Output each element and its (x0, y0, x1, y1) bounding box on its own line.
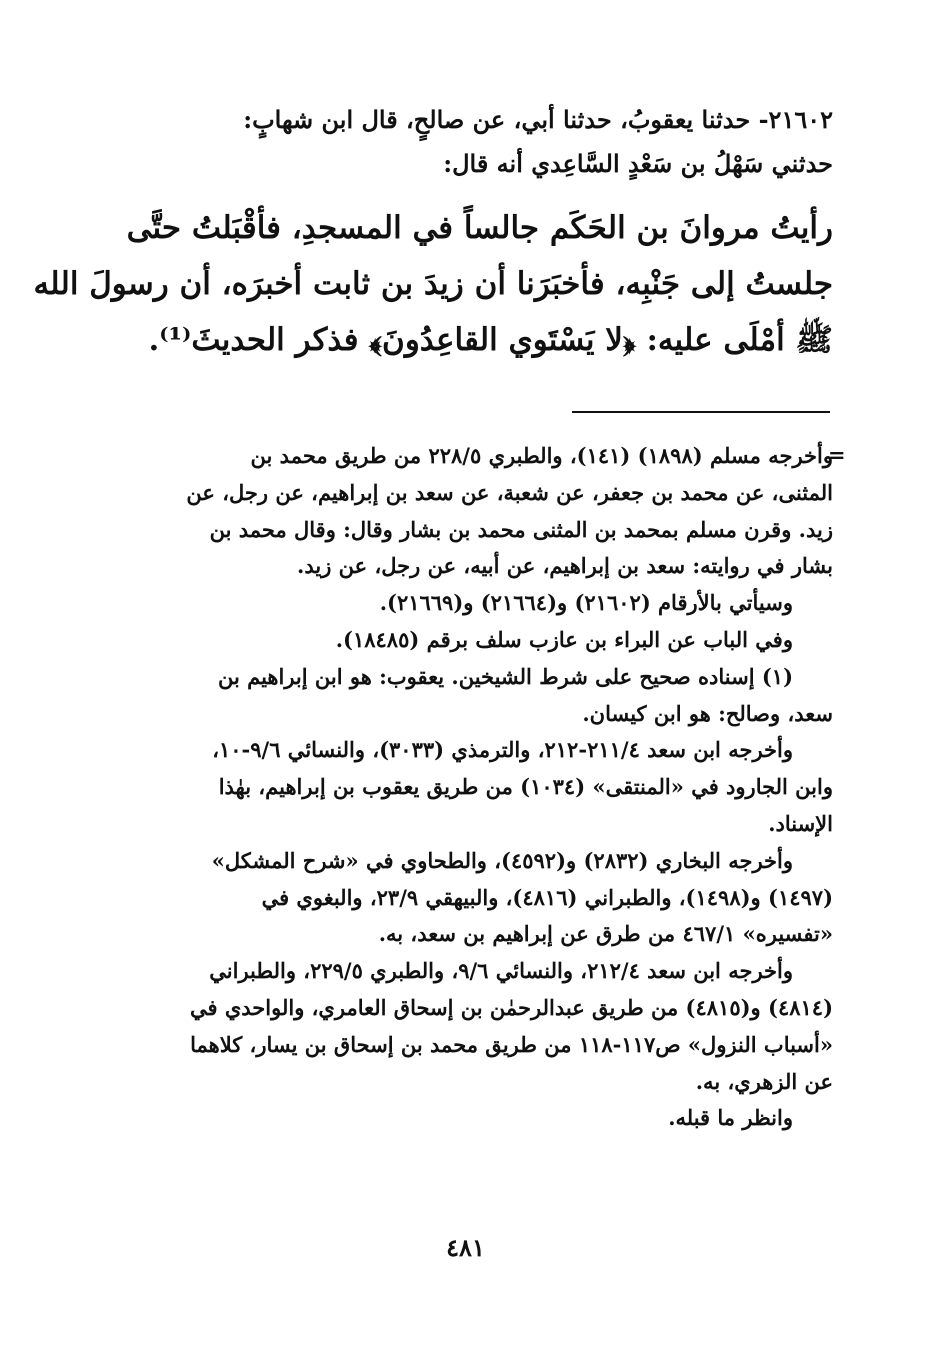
footnote-line: المثنى، عن محمد بن جعفر، عن شعبة، عن سعد بن إبراهيم، عن رجل، عن (186, 479, 833, 505)
footnote-line: «أسباب النزول» ص١١٧-١١٨ من طريق محمد بن إسحاق بن يسار، كلاهما (190, 1031, 833, 1057)
footnote-line: وأخرجه البخاري (٢٨٣٢) و(٤٥٩٢)، والطحاوي في «شرح المشكل» (211, 847, 793, 873)
isnad-line: ٢١٦٠٢- حدثنا يعقوبُ، حدثنا أبي، عن صالحٍ، قال ابن شهابٍ: (243, 105, 833, 134)
footnote-line: زيد. وقرن مسلم بمحمد بن المثنى محمد بن بشار وقال: وقال محمد بن (209, 516, 833, 542)
matn-line: جلستُ إلى جَنْبِه، فأخبَرَنا أن زيدَ بن ثابت أخبرَه، أن رسولَ الله (33, 266, 833, 302)
matn-line: رأيتُ مروانَ بن الحَكَم جالساً في المسجدِ، فأقْبَلتُ حتَّى (126, 210, 833, 246)
footnotes (130, 438, 833, 1137)
footnote-line: (١) إسناده صحيح على شرط الشيخين. يعقوب: هو ابن إبراهيم بن (217, 663, 793, 689)
matn-line: ﷺ أمْلَى عليه: ﴿لا يَسْتَوي القاعِدُونَ﴾ فذكر الحديثَ⁽¹⁾. (148, 322, 833, 358)
footnote-line: وسيأتي بالأرقام (٢١٦٠٢) و(٢١٦٦٤) و(٢١٦٦٩). (379, 590, 793, 616)
isnad-line: حدثني سَهْلُ بن سَعْدٍ السَّاعِدي أنه قال: (443, 149, 833, 178)
footnote-line: سعد، وصالح: هو ابن كيسان. (582, 700, 833, 726)
page-number: ٤٨١ (446, 1233, 485, 1262)
footnote-line: وأخرجه ابن سعد ٢١١/٤-٢١٢، والترمذي (٣٠٣٣)، والنسائي ٩/٦-١٠، (212, 737, 793, 763)
footnote-line: (١٤٩٧) و(١٤٩٨)، والطبراني (٤٨١٦)، والبيهقي ٢٣/٩، والبغوي في (261, 884, 833, 910)
footnote-line: وابن الجارود في «المنتقى» (١٠٣٤) من طريق يعقوب بن إبراهيم، بهٰذا (218, 774, 833, 800)
footnote-line: وأخرجه ابن سعد ٢١٢/٤، والنسائي ٩/٦، والطبري ٢٢٩/٥، والطبراني (209, 958, 793, 984)
footnote-line: (٤٨١٤) و(٤٨١٥) من طريق عبدالرحمٰن بن إسحاق العامري، والواحدي في (189, 994, 833, 1020)
hadith-isnad (130, 98, 833, 186)
footnote-line: «تفسيره» ٤٦٧/١ من طرق عن إبراهيم بن سعد، به. (378, 921, 833, 947)
footnote-line: وفي الباب عن البراء بن عازب سلف برقم (١٨٤٨٥). (335, 626, 793, 652)
hadith-matn (33, 200, 833, 368)
footnote-line: بشار في روايته: سعد بن إبراهيم، عن أبيه، عن رجل، عن زيد. (297, 553, 833, 579)
footnote-line: وانظر ما قبله. (668, 1105, 793, 1131)
footnote-separator (572, 411, 830, 413)
footnote-line: عن الزهري، به. (695, 1068, 833, 1094)
footnote-line: وأخرجه مسلم (١٨٩٨) (١٤١)، والطبري ٢٢٨/٥ من طريق محمد بن (250, 443, 833, 468)
footnote-continuation-mark: = (828, 442, 846, 467)
footnote-line: الإسناد. (768, 810, 833, 836)
